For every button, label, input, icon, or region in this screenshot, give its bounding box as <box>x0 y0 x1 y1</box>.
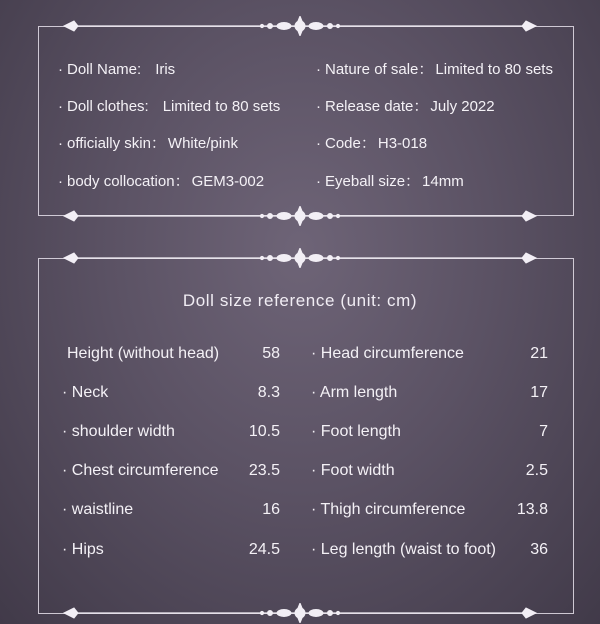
size-label-chest: · Chest circumference <box>62 462 219 479</box>
size-label-foot-width: · Foot width <box>311 462 395 479</box>
size-value-shoulder: 10.5 <box>248 423 280 440</box>
info-doll-clothes: · Doll clothes: Limited to 80 sets <box>58 98 281 115</box>
info-body-collocation: · body collocation： GEM3-002 <box>58 173 265 190</box>
info-release-date: · Release date： July 2022 <box>316 98 495 115</box>
size-label-head: · Head circumference <box>311 345 464 362</box>
size-value-waistline: 16 <box>262 501 280 518</box>
info-nature-of-sale: · Nature of sale： Limited to 80 sets <box>316 61 553 78</box>
size-value-foot-width: 2.5 <box>525 462 548 479</box>
info-official-skin: · officially skin： White/pink <box>58 135 238 152</box>
size-value-foot-length: 7 <box>539 423 548 440</box>
size-label-shoulder: · shoulder width <box>62 423 175 440</box>
info-doll-name: · Doll Name: Iris <box>58 61 176 78</box>
size-label-arm: · Arm length <box>311 384 398 401</box>
size-label-thigh: · Thigh circumference <box>311 501 466 518</box>
size-value-hips: 24.5 <box>248 541 280 558</box>
size-value-arm: 17 <box>530 384 548 401</box>
size-label-leg: · Leg length (waist to foot) <box>311 541 496 558</box>
size-value-head: 21 <box>530 345 548 362</box>
size-label-height: Height (without head) <box>67 345 220 362</box>
size-label-neck: · Neck <box>62 384 109 401</box>
size-label-hips: · Hips <box>62 541 104 558</box>
size-value-thigh: 13.8 <box>516 501 548 518</box>
size-value-leg: 36 <box>530 541 548 558</box>
size-label-waistline: · waistline <box>62 501 134 518</box>
info-eyeball-size: · Eyeball size： 14mm <box>316 173 464 190</box>
info-code: · Code： H3-018 <box>316 135 428 152</box>
size-value-height: 58 <box>262 345 280 362</box>
size-value-neck: 8.3 <box>257 384 280 401</box>
size-reference-title: Doll size reference (unit: cm) <box>182 291 418 310</box>
size-value-chest: 23.5 <box>248 462 280 479</box>
size-label-foot-length: · Foot length <box>311 423 401 440</box>
